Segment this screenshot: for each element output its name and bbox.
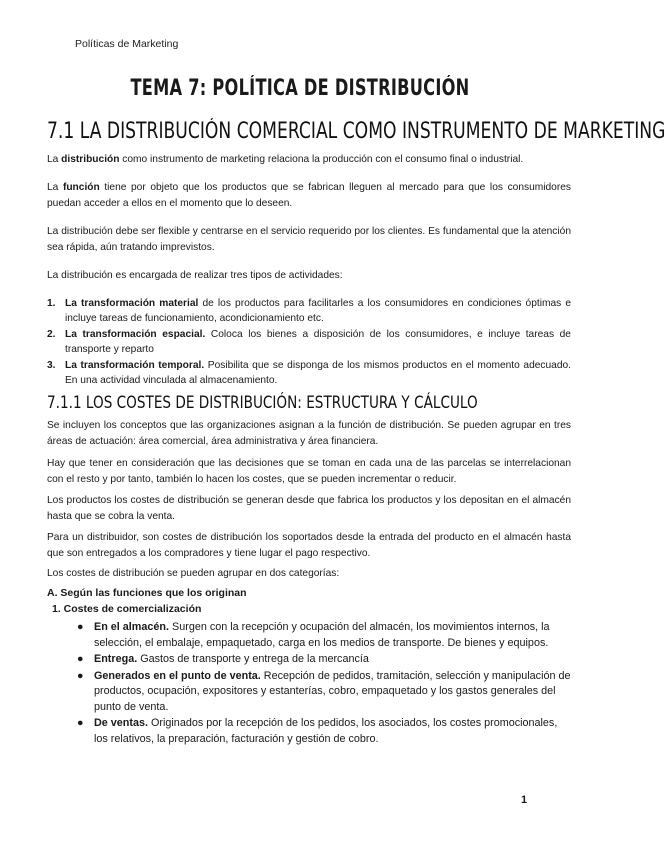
paragraph-distribuidor: Para un distribuidor, son costes de distribución los soportados desde la entrada del producto en el almacén hasta que son entregados a los compradores y tiene lugar el pago respectivo. <box>47 532 571 559</box>
text-run: La <box>47 154 62 165</box>
bullet-icon: ● <box>77 717 84 729</box>
text-run: La <box>47 182 63 193</box>
section-heading-7-1: 7.1 LA DISTRIBUCIÓN COMERCIAL COMO INSTRUMENTO DE MARKETING <box>47 119 665 144</box>
bold-term: distribución <box>61 154 120 165</box>
paragraph-flexible: La distribución debe ser flexible y centrarse en el servicio requerido por los clientes. Es fundamental que la atención sea rápida, aún tratando imprevistos. <box>47 226 571 253</box>
text-run: Posibilita que se disponga de los mismos productos en el momento adecuado. En una actividad vinculada al almacenamiento. <box>65 360 572 386</box>
text-run: de los productos para facilitarles a los consumidores en condiciones óptimas e incluye tareas de funcionamiento, acondicionamiento etc. <box>65 298 571 324</box>
activities-list <box>47 297 571 390</box>
page-number: 1 <box>521 794 528 806</box>
bold-term: La transformación material <box>65 298 199 309</box>
bullet-icon: ● <box>77 621 84 633</box>
paragraph-conceptos: Se incluyen los conceptos que las organizaciones asignan a la función de distribución. Se pueden agrupar en tres áreas de actuación: área comercial, área administrativa y área financiera. <box>47 420 571 447</box>
list-item <box>47 297 571 326</box>
running-header: Políticas de Marketing <box>75 38 179 50</box>
section-heading-7-1-1: 7.1.1 LOS COSTES DE DISTRIBUCIÓN: ESTRUCTURA Y CÁLCULO <box>47 393 478 413</box>
cost-bullet-list <box>77 620 572 748</box>
list-item <box>77 620 572 651</box>
paragraph-funcion <box>47 180 571 211</box>
bold-term: En el almacén. <box>94 621 170 633</box>
bold-term: Entrega. <box>94 653 138 665</box>
text-run: Surgen con la recepción y ocupación del almacén, los movimientos internos, la selección, el embalaje, empaquetado, carga en los medios de transporte. De bienes y equipos. <box>94 621 550 649</box>
list-number: 2. <box>47 329 56 340</box>
bold-term: función <box>62 182 100 193</box>
text-run: Coloca los bienes a disposición de los consumidores, e incluye tareas de transporte y reparto <box>65 329 571 355</box>
text-run: tiene por objeto que los productos que se fabrican lleguen al mercado para que los consumidores puedan acceder a ellos en el momento que lo deseen. <box>47 182 571 209</box>
chapter-title: TEMA 7: POLÍTICA DE DISTRIBUCIÓN <box>130 76 470 101</box>
list-number: 1. <box>47 298 56 309</box>
bullet-icon: ● <box>77 669 84 682</box>
bold-term: La transformación temporal. <box>65 360 205 371</box>
list-item <box>47 328 571 357</box>
list-item <box>77 652 572 668</box>
text-run: como instrumento de marketing relaciona la producción con el consumo final o industrial. <box>119 154 524 165</box>
list-item <box>77 716 572 747</box>
paragraph-distribucion <box>47 152 571 168</box>
bullet-icon: ● <box>77 653 84 665</box>
text-run: Originados por la recepción de los pedidos, los asociados, los costes promocionales, los relativos, la preparación, facturación y gestión de cobro. <box>94 717 558 745</box>
bold-term: De ventas. <box>94 717 149 729</box>
subheading-a: A. Según las funciones que los originan <box>47 587 247 599</box>
list-item <box>77 669 572 716</box>
subheading-1: 1. Costes de comercialización <box>52 603 202 615</box>
paragraph-productos: Los productos los costes de distribución se generan desde que fabrica los productos y los depositan en el almacén hasta que se cobra la venta. <box>47 495 571 522</box>
bold-term: Generados en el punto de venta. <box>94 669 261 682</box>
paragraph-actividades: La distribución es encargada de realizar tres tipos de actividades: <box>47 270 343 281</box>
paragraph-categorias: Los costes de distribución se pueden agrupar en dos categorías: <box>47 568 340 579</box>
list-item <box>47 359 571 388</box>
text-run: Gastos de transporte y entrega de la mercancía <box>137 653 369 665</box>
list-number: 3. <box>47 360 56 371</box>
text-run: Recepción de pedidos, tramitación, selección y manipulación de productos, ocupación, expositores y estanterías, cobro, empaquetado y los gastos generales del punto de venta. <box>94 669 571 713</box>
bold-term: La transformación espacial. <box>65 329 206 340</box>
paragraph-consideracion: Hay que tener en consideración que las decisiones que se toman en cada una de las parcelas se interrelacionan con el resto y por tanto, también lo hacen los costes, que se pueden incrementar o reducir. <box>47 458 571 485</box>
